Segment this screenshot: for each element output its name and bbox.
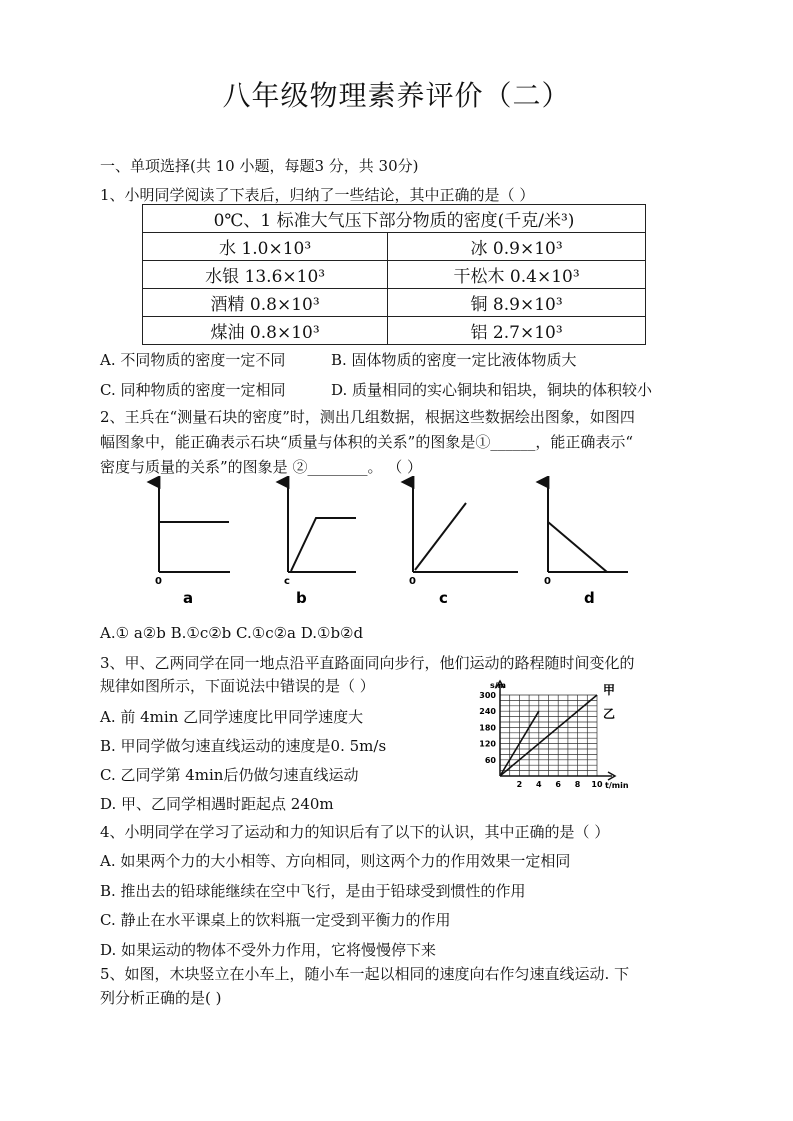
q4-option-c: C. 静止在水平课桌上的饮料瓶一定受到平衡力的作用: [100, 911, 451, 929]
q5-line1: 5、如图，木块竖立在小车上，随小车一起以相同的速度向右作匀速直线运动. 下: [100, 965, 630, 983]
q3-line1: 3、甲、乙两同学在同一地点沿平直路面同向步行，他们运动的路程随时间变化的: [100, 654, 635, 672]
x-tick-label: 6: [555, 780, 561, 789]
table-row: [143, 261, 646, 289]
q4-option-d: D. 如果运动的物体不受外力作用，它将慢慢停下来: [100, 941, 437, 959]
graph-d: [548, 482, 628, 572]
x-tick-label: 8: [574, 780, 581, 789]
table-cell: 铜 8.9×10³: [388, 289, 646, 317]
q3-option-c: C. 乙同学第 4min后仍做匀速直线运动: [100, 766, 359, 784]
y-tick-label: 300: [479, 691, 496, 700]
graph-d-label: d: [584, 589, 595, 607]
density-table: [142, 204, 646, 345]
y-tick-label: 240: [479, 707, 496, 717]
page-title: 八年级物理素养评价（二）: [222, 79, 571, 112]
q1-option-c: C. 同种物质的密度一定相同: [100, 381, 286, 399]
q4-option-b: B. 推出去的铅球能继续在空中飞行，是由于铅球受到惯性的作用: [100, 882, 526, 900]
q2-line2: 幅图象中，能正确表示石块“质量与体积的关系”的图象是①______，能正确表示“: [100, 433, 634, 451]
legend-jia: 甲: [603, 683, 616, 697]
x-axis-label: t/min: [605, 781, 629, 790]
table-cell: 煤油 0.8×10³: [143, 317, 388, 345]
graph-d-origin: 0: [544, 576, 551, 587]
y-tick-label: 120: [479, 739, 496, 749]
q3-line2: 规律如图所示，下面说法中错误的是（ ）: [100, 677, 375, 695]
table-cell: 冰 0.9×10³: [388, 233, 646, 261]
graph-a: [159, 482, 230, 572]
q2-options: A.① a②b B.①c②b C.①c②a D.①b②d: [100, 624, 364, 642]
table-cell: 水银 13.6×10³: [143, 261, 388, 289]
st-chart: [470, 676, 640, 798]
q2-line3: 密度与质量的关系”的图象是 ②________。 （ ）: [100, 458, 422, 476]
q3-option-b: B. 甲同学做匀速直线运动的速度是0. 5m/s: [100, 737, 387, 755]
q3-option-a: A. 前 4min 乙同学速度比甲同学速度大: [100, 708, 364, 726]
q4-stem: 4、小明同学在学习了运动和力的知识后有了以下的认识，其中正确的是（ ）: [100, 823, 610, 841]
table-cell: 铝 2.7×10³: [388, 317, 646, 345]
q3-option-d: D. 甲、乙同学相遇时距起点 240m: [100, 795, 334, 813]
table-cell: 水 1.0×10³: [143, 233, 388, 261]
y-tick-label: 180: [479, 723, 496, 733]
graph-b: [288, 482, 356, 572]
graph-b-origin: c: [284, 576, 290, 587]
legend-yi: 乙: [603, 707, 616, 721]
graph-c: [413, 482, 518, 572]
table-cell: 酒精 0.8×10³: [143, 289, 388, 317]
q4-option-a: A. 如果两个力的大小相等、方向相同，则这两个力的作用效果一定相同: [100, 852, 571, 870]
graph-a-origin: 0: [155, 576, 162, 587]
table-cell: 干松木 0.4×10³: [388, 261, 646, 289]
x-tick-label: 4: [536, 780, 542, 789]
table-row: [143, 289, 646, 317]
x-tick-label: 10: [591, 780, 603, 789]
y-axis-label: s/m: [490, 681, 507, 690]
q1-option-a: A. 不同物质的密度一定不同: [100, 351, 286, 369]
density-table-title: 0℃、1 标准大气压下部分物质的密度(千克/米³): [143, 205, 646, 233]
q5-line2: 列分析正确的是( ): [100, 989, 222, 1007]
q1-option-b: B. 固体物质的密度一定比液体物质大: [331, 351, 577, 369]
q2-line1: 2、王兵在“测量石块的密度”时，测出几组数据，根据这些数据绘出图象，如图四: [100, 408, 635, 426]
table-row: [143, 317, 646, 345]
graph-a-label: a: [183, 589, 194, 607]
graph-c-origin: 0: [409, 576, 416, 587]
graph-b-label: b: [296, 589, 307, 607]
q1-stem: 1、小明同学阅读了下表后，归纳了一些结论，其中正确的是（ ）: [100, 186, 535, 204]
y-tick-label: 60: [484, 755, 496, 765]
section-heading: 一、单项选择(共 10 小题，每题3 分，共 30分): [100, 157, 419, 175]
q1-option-d: D. 质量相同的实心铜块和铝块，铜块的体积较小: [331, 381, 653, 399]
q2-graphs: [130, 476, 640, 612]
graph-c-label: c: [439, 589, 448, 607]
table-row: [143, 233, 646, 261]
x-tick-label: 2: [516, 780, 523, 789]
